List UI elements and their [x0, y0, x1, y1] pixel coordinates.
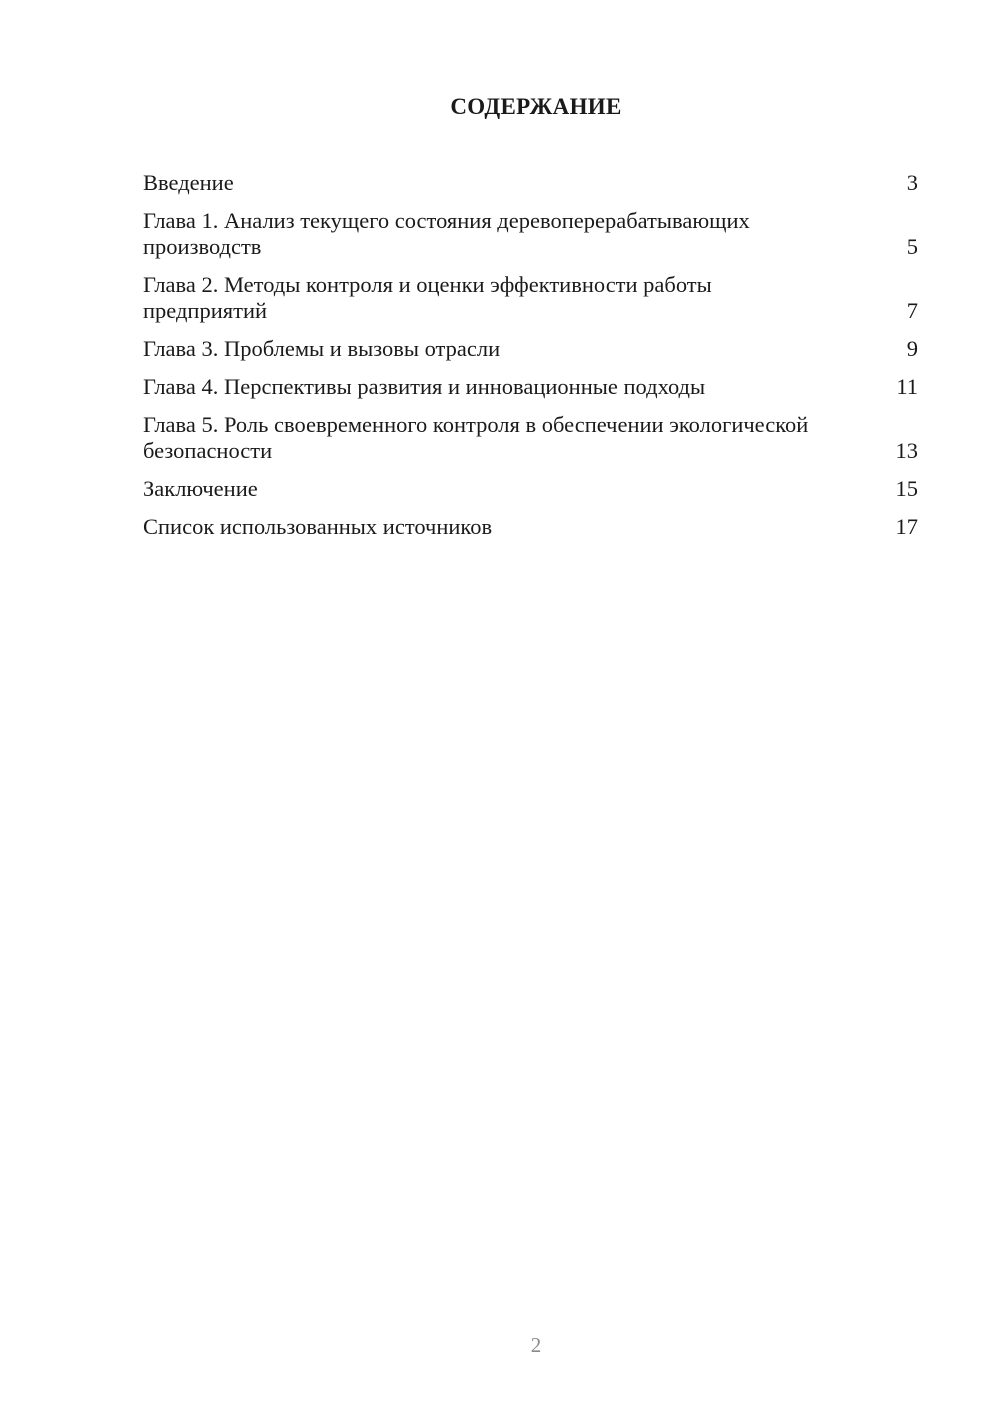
toc-entry [143, 374, 918, 400]
toc-entry [143, 272, 918, 324]
toc-heading: СОДЕРЖАНИЕ [450, 94, 622, 119]
toc-list [143, 170, 918, 552]
toc-entry-page: 7 [906, 298, 918, 323]
toc-entry-page: 17 [895, 514, 918, 539]
toc-entry [143, 412, 918, 464]
toc-entry [143, 514, 918, 540]
toc-entry-page: 11 [896, 374, 918, 399]
page-number: 2 [530, 1333, 542, 1357]
toc-entry-title: Глава 5. Роль своевременного контроля в обеспечении экологической безопасности [143, 412, 809, 463]
toc-entry-page: 13 [895, 438, 918, 463]
toc-entry [143, 476, 918, 502]
toc-entry-page: 3 [906, 170, 918, 195]
toc-entry-title: Глава 4. Перспективы развития и инновационные подходы [143, 374, 706, 399]
toc-entry-title: Глава 1. Анализ текущего состояния деревоперерабатывающих производств [143, 208, 750, 259]
toc-entry-page: 9 [906, 336, 918, 361]
toc-entry [143, 208, 918, 260]
toc-entry [143, 336, 918, 362]
toc-entry-page: 5 [906, 234, 918, 259]
toc-entry-title: Введение [143, 170, 234, 195]
toc-entry [143, 170, 918, 196]
toc-entry-page: 15 [895, 476, 918, 501]
toc-entry-title: Список использованных источников [143, 514, 493, 539]
toc-entry-title: Заключение [143, 476, 258, 501]
toc-entry-title: Глава 3. Проблемы и вызовы отрасли [143, 336, 501, 361]
toc-entry-title: Глава 2. Методы контроля и оценки эффективности работы предприятий [143, 272, 712, 323]
